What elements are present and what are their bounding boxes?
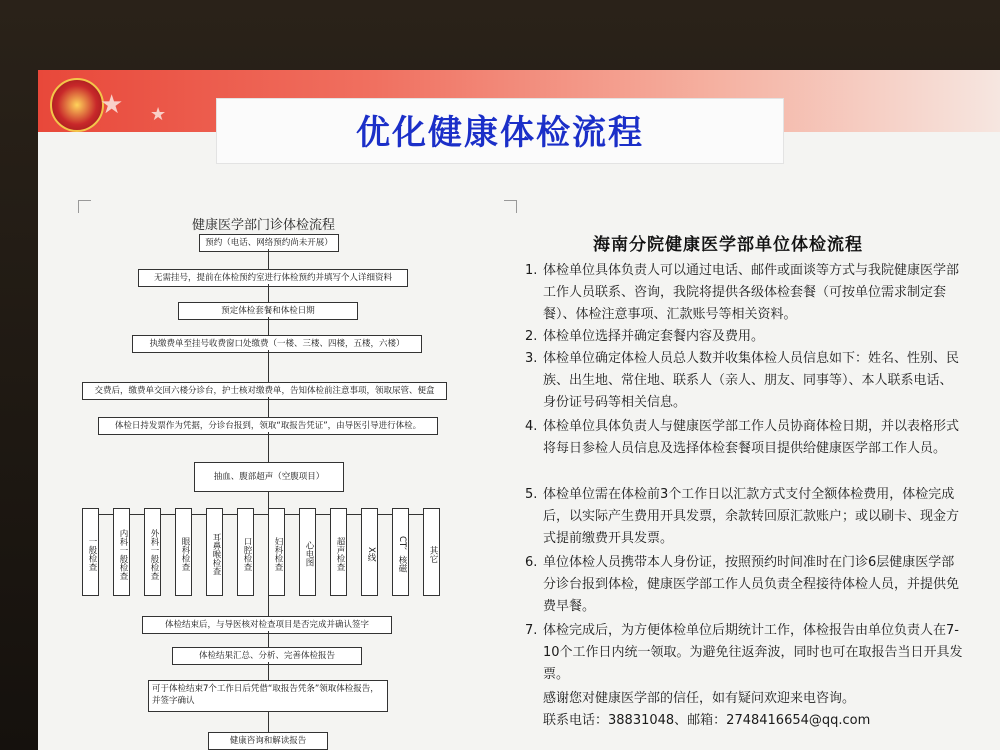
- flowchart-title: 健康医学部门诊体检流程: [192, 218, 336, 233]
- connector: [268, 350, 269, 382]
- department-box: X线: [361, 508, 378, 596]
- slide-title: 优化健康体检流程: [356, 113, 644, 153]
- step-item: [525, 620, 965, 686]
- step-number: 5.: [525, 487, 538, 502]
- step-text: 体检单位具体负责人可以通过电话、邮件或面谈等方式与我院健康医学部工作人员联系、咨询，我院将提供各级体检套餐（可按单位需求制定套餐）、体检注意事项、汇款账号等相关资料。: [543, 263, 960, 322]
- department-box: 耳鼻喉检查: [206, 508, 223, 596]
- connector: [268, 432, 269, 462]
- crop-mark: [504, 200, 517, 213]
- department-box: 超声检查: [330, 508, 347, 596]
- step-text: 体检单位选择并确定套餐内容及费用。: [543, 329, 765, 344]
- flow-step: 交费后，缴费单交回六楼分诊台，护士核对缴费单，告知体检前注意事项，领取尿管、便盒: [82, 382, 447, 400]
- connector: [268, 249, 269, 269]
- step-item: [525, 416, 965, 460]
- connector: [268, 662, 269, 680]
- flow-step: 体检日持发票作为凭据，分诊台报到，领取“取报告凭证”，由导医引导进行体检。: [98, 417, 438, 435]
- contact-info: 联系电话：38831048、邮箱：2748416654@qq.com: [543, 713, 871, 728]
- branch-line: [91, 514, 434, 515]
- flow-step: 执缴费单至挂号收费窗口处缴费（一楼、三楼、四楼，五楼，六楼）: [132, 335, 422, 353]
- star-icon: ★: [100, 90, 124, 120]
- thanks-note: 感谢您对健康医学部的信任，如有疑问欢迎来电咨询。: [543, 691, 856, 706]
- flow-step: 无需挂号，提前在体检预约室进行体检预约并填写个人详细资料: [138, 269, 408, 287]
- star-icon: ★: [150, 104, 167, 125]
- department-box: 眼科检查: [175, 508, 192, 596]
- department-box: 其它: [423, 508, 440, 596]
- department-box: 妇科检查: [268, 508, 285, 596]
- step-item: [525, 552, 965, 618]
- connector: [268, 712, 269, 732]
- department-box: 外科一般检查: [144, 508, 161, 596]
- flow-step: 健康咨询和解读报告: [208, 732, 328, 750]
- flow-step: 预定体检套餐和体检日期: [178, 302, 358, 320]
- connector: [268, 397, 269, 417]
- step-item: [525, 348, 965, 414]
- step-number: 1.: [525, 263, 538, 278]
- step-number: 2.: [525, 329, 538, 344]
- connector: [268, 631, 269, 647]
- flow-step: 抽血、腹部超声（空腹项目）: [194, 462, 344, 492]
- presentation-slide: [38, 70, 1000, 750]
- flow-step: 可于体检结束7个工作日后凭借“取报告凭条”领取体检报告，并签字确认: [148, 680, 388, 712]
- step-item: [525, 326, 965, 348]
- step-text: 体检完成后，为方便体检单位后期统计工作，体检报告由单位负责人在7-10个工作日内统一领取。为避免往返奔波，同时也可在取报告当日开具发票。: [543, 623, 963, 682]
- flow-step: 体检结束后，与导医核对检查项目是否完成并确认签字: [142, 616, 392, 634]
- unit-checkup-panel: [513, 220, 983, 750]
- step-text: 单位体检人员携带本人身份证，按照预约时间准时在门诊6层健康医学部分诊台报到体检，健康医学部工作人员负责全程接待体检人员，并提供免费早餐。: [543, 555, 960, 614]
- step-text: 体检单位需在体检前3个工作日以汇款方式支付全额体检费用，体检完成后，以实际产生费用开具发票，余款转回原汇款账户；或以刷卡、现金方式提前缴费开具发票。: [543, 487, 960, 546]
- step-number: 4.: [525, 419, 538, 434]
- flow-step: 体检结果汇总、分析、完善体检报告: [172, 647, 362, 665]
- department-box: 心电图: [299, 508, 316, 596]
- department-box: 内科一般检查: [113, 508, 130, 596]
- clinic-flowchart: [82, 210, 502, 750]
- step-number: 6.: [525, 555, 538, 570]
- step-number: 3.: [525, 351, 538, 366]
- step-text: 体检单位确定体检人员总人数并收集体检人员信息如下：姓名、性别、民族、出生地、常住地、联系人（亲人、朋友、同事等）、本人联系电话、身份证号码等相关信息。: [543, 351, 960, 410]
- step-item: [525, 484, 965, 550]
- flow-step: 预约（电话、网络预约尚未开展）: [199, 234, 339, 252]
- step-number: 7.: [525, 623, 538, 638]
- panel-title: 海南分院健康医学部单位体检流程: [593, 235, 863, 255]
- emblem-logo: [50, 78, 104, 132]
- department-box: 一般检查: [82, 508, 99, 596]
- department-box: CT、核磁: [392, 508, 409, 596]
- step-text: 体检单位具体负责人与健康医学部工作人员协商体检日期，并以表格形式将每日参检人员信息及选择体检套餐项目提供给健康医学部工作人员。: [543, 419, 960, 456]
- step-item: [525, 260, 965, 326]
- connector: [268, 596, 269, 616]
- title-box: [216, 98, 784, 164]
- connector: [268, 284, 269, 302]
- department-box: 口腔检查: [237, 508, 254, 596]
- connector: [268, 317, 269, 335]
